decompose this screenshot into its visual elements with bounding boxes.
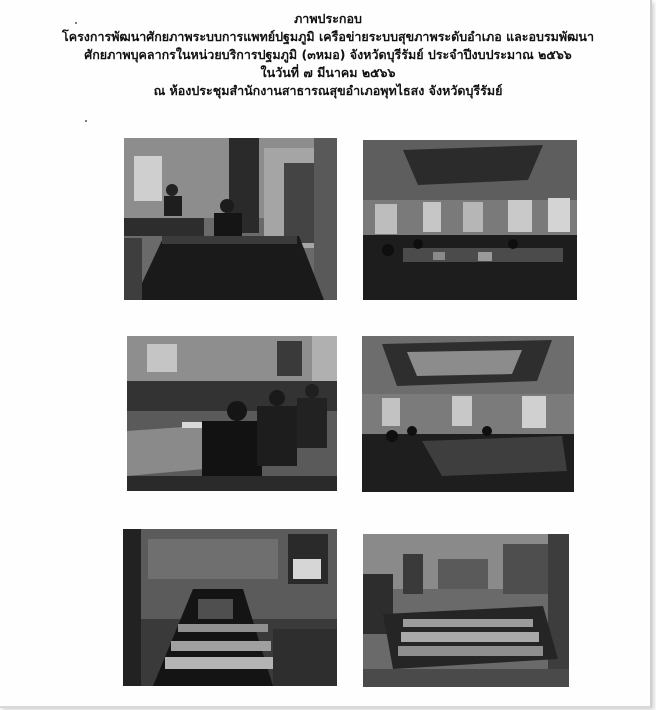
document-header	[0, 10, 656, 100]
meeting-front-desk-photo	[124, 138, 337, 300]
scan-speck	[75, 22, 77, 24]
meeting-hall-wide-photo	[363, 140, 577, 300]
document-title: ภาพประกอบ	[294, 11, 362, 26]
project-title-line-2: ศักยภาพบุคลากรในหน่วยบริการปฐมภูมิ (๓หมอ) จังหวัดบุรีรัมย์ ประจำปีงบประมาณ ๒๕๖๖	[84, 47, 572, 62]
food-buffet-table-photo	[363, 534, 569, 687]
scan-speck	[85, 120, 87, 122]
meeting-attendees-photo	[127, 336, 337, 491]
food-table-hall-photo	[123, 529, 337, 686]
location-line: ณ ห้องประชุมสำนักงานสาธารณสุขอำเภอพุทไธสง จังหวัดบุรีรัมย์	[153, 83, 503, 98]
project-title-line-1: โครงการพัฒนาศักยภาพระบบการแพทย์ปฐมภูมิ เครือข่ายระบบสุขภาพระดับอำเภอ และอบรมพัฒนา	[62, 29, 594, 44]
date-line: ในวันที่ ๗ มีนาคม ๒๕๖๖	[260, 65, 396, 80]
meeting-hall-ceiling-photo	[362, 336, 574, 492]
